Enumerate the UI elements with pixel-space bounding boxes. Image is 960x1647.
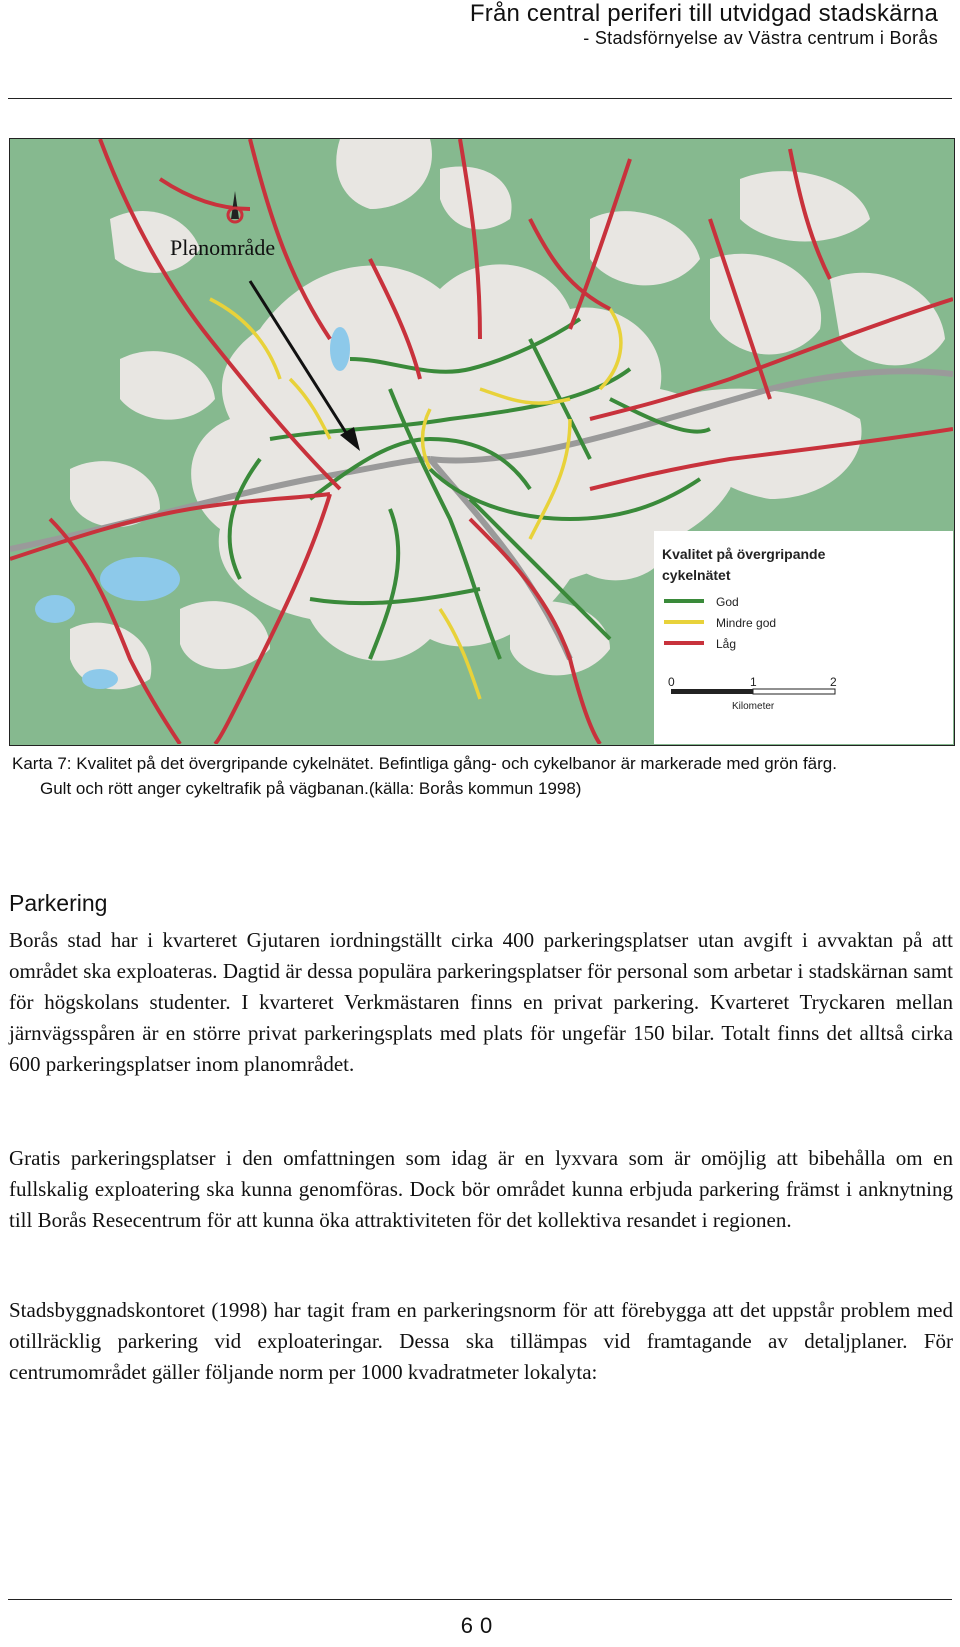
scale-tick-2: 2 bbox=[830, 675, 837, 689]
scale-tick-1: 1 bbox=[750, 675, 757, 689]
legend-title-line2: cykelnätet bbox=[662, 567, 731, 583]
map-caption bbox=[12, 751, 837, 801]
footer-divider bbox=[8, 1599, 952, 1600]
running-header-subtitle: - Stadsförnyelse av Västra centrum i Borås bbox=[583, 28, 938, 48]
legend-label-good: God bbox=[716, 595, 739, 609]
legend-title-line1: Kvalitet på övergripande bbox=[662, 546, 826, 562]
running-header-title: Från central periferi till utvidgad stadskärna bbox=[469, 0, 938, 27]
paragraph-3: Stadsbyggnadskontoret (1998) har tagit fram en parkeringsnorm för att förebygga att det uppstår problem med otillräcklig parkering vid exploateringar. Dessa ska tillämpas vid framtagande av detaljplaner. För centrumområdet gäller följande norm per 1000 kvadratmeter lokalyta: bbox=[9, 1298, 953, 1384]
section-heading: Parkering bbox=[9, 890, 108, 916]
map-graphic bbox=[10, 139, 953, 744]
map-legend bbox=[654, 531, 953, 744]
header-divider bbox=[8, 98, 952, 99]
scale-unit: Kilometer bbox=[732, 701, 775, 712]
caption-line-1: Karta 7: Kvalitet på det övergripande cykelnätet. Befintliga gång- och cykelbanor är markerade med grön färg. bbox=[12, 754, 837, 773]
bicycle-network-map bbox=[9, 138, 955, 746]
legend-label-poor: Låg bbox=[716, 637, 737, 651]
legend-label-fair: Mindre god bbox=[716, 616, 777, 630]
scale-tick-0: 0 bbox=[668, 675, 675, 689]
paragraph-1: Borås stad har i kvarteret Gjutaren iordningställt cirka 400 parkeringsplatser utan avgift i avvaktan på att området ska exploateras. Dagtid är dessa populära parkeringsplatser för personal som arbetar i stadskärnan samt för högskolans studenter. I kvarteret Verkmästaren finns en privat parkering. Kvarteret Tryckaren mellan järnvägsspåren är en större privat parkeringsplats med plats för ungefär 150 bilar. Totalt finns det alltså cirka 600 parkeringsplatser inom planområdet. bbox=[9, 928, 953, 1076]
caption-line-2: Gult och rött anger cykeltrafik på vägbanan.(källa: Borås kommun 1998) bbox=[40, 779, 582, 798]
page-number: 60 bbox=[460, 1613, 500, 1638]
paragraph-2: Gratis parkeringsplatser i den omfattningen som idag är en lyxvara som är omöjlig att bibehålla om en fullskalig exploatering ska kunna genomföras. Dock bör området kunna erbjuda parkering främst i anknytning till Borås Resecentrum för att kunna öka attraktiviteten för det kollektiva resandet i regionen. bbox=[9, 1146, 953, 1232]
planarea-label: Planområde bbox=[170, 235, 276, 260]
